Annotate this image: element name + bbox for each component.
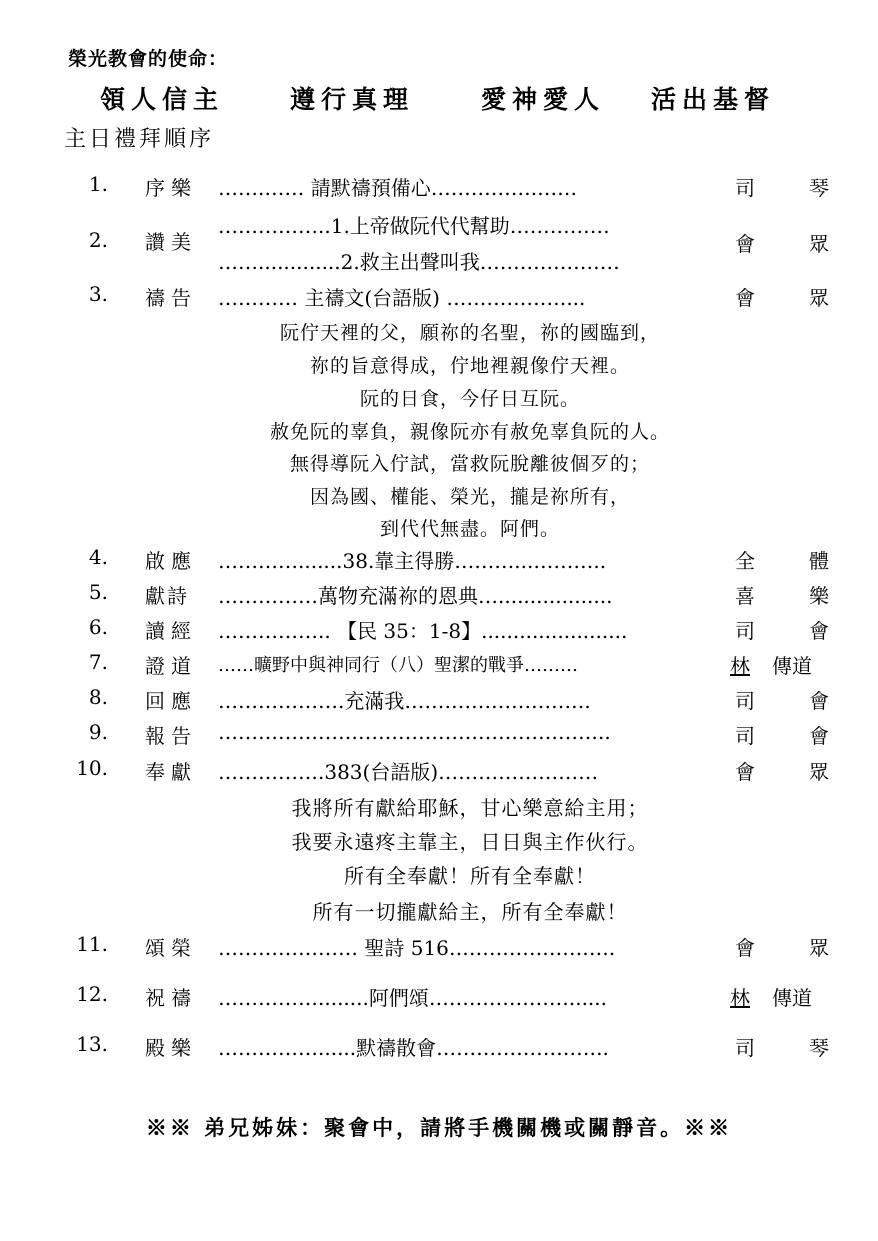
order-item-1 xyxy=(0,172,878,206)
item-name: 讚美 xyxy=(145,230,197,254)
item-name: 證道 xyxy=(145,654,197,678)
mission-item-1: 領人信主 xyxy=(100,85,225,114)
item-number: 3. xyxy=(88,282,108,306)
mission-label: 榮光教會的使命： xyxy=(68,48,229,70)
item-number: 1. xyxy=(88,172,108,196)
item-name: 禱告 xyxy=(145,286,197,310)
item-name: 報告 xyxy=(145,724,197,748)
item-number: 13. xyxy=(76,1032,108,1056)
item-number: 5. xyxy=(88,580,108,604)
order-item-8 xyxy=(0,685,878,719)
mission-item-3: 愛神愛人 xyxy=(481,85,606,114)
preacher-name: 林 xyxy=(730,654,750,678)
item-person: 全體 xyxy=(735,549,829,573)
order-item-9 xyxy=(0,720,878,754)
item-person: 喜樂 xyxy=(735,584,829,608)
phone-notice: ※※ 弟兄姊妹：聚會中，請將手機關機或關靜音。※※ xyxy=(145,1115,733,1140)
item-name: 頌榮 xyxy=(145,936,197,960)
item-number: 6. xyxy=(88,615,108,639)
item-name: 回應 xyxy=(145,689,197,713)
item-content: ………… 主禱文(台語版) ………………... xyxy=(218,286,586,310)
prayer-line: 阮佇天裡的父，願祢的名聖，祢的國臨到， xyxy=(279,322,660,344)
order-item-13 xyxy=(0,1032,878,1066)
item-name: 奉獻 xyxy=(145,760,197,784)
item-content: ………….......38.靠主得勝………...……….. xyxy=(218,549,607,573)
item-number: 12. xyxy=(76,982,108,1006)
item-person: 會眾 xyxy=(735,936,829,960)
item-content: …….…… 請默禱預備心…………….…… xyxy=(218,176,578,200)
prayer-line: 因為國、權能、榮光，攏是祢所有， xyxy=(309,486,630,508)
item-person: 司會 xyxy=(735,689,829,713)
item-number: 11. xyxy=(76,932,108,956)
prayer-line: 無得導阮入佇試，當救阮脫離彼個歹的； xyxy=(289,453,650,475)
item-content-line2: …….............2.救主出聲叫我………………… xyxy=(218,250,620,274)
item-name: 讀經 xyxy=(145,619,197,643)
order-item-6 xyxy=(0,615,878,649)
item-content: ……曠野中與神同行（八）聖潔的戰爭……… xyxy=(218,655,578,676)
item-number: 7. xyxy=(88,650,108,674)
hymn-line: 所有全奉獻！所有全奉獻！ xyxy=(344,864,596,888)
preacher-title: 傳道 xyxy=(772,986,812,1010)
item-number: 2. xyxy=(88,228,108,252)
order-item-2 xyxy=(0,210,878,274)
item-content: …………….. 【民 35：1-8】....................... xyxy=(218,619,628,643)
item-name: 祝禱 xyxy=(145,986,197,1010)
prayer-line: 阮的日食，今仔日互阮。 xyxy=(359,388,580,410)
preacher-name: 林 xyxy=(730,986,750,1010)
item-person: 司琴 xyxy=(735,1036,829,1060)
order-item-4 xyxy=(0,545,878,579)
item-name: 獻詩 xyxy=(145,584,189,608)
item-person: 會眾 xyxy=(735,760,829,784)
preacher-title: 傳道 xyxy=(772,654,812,678)
item-content: ……………萬物充滿祢的恩典….................. xyxy=(218,584,613,608)
prayer-line: 祢的旨意得成，佇地裡親像佇天裡。 xyxy=(309,355,630,377)
order-item-10 xyxy=(0,756,878,790)
item-content: ……………......默禱散會…………………….. xyxy=(218,1036,609,1060)
hymn-line: 所有一切攏獻給主，所有全奉獻！ xyxy=(312,900,628,924)
item-number: 8. xyxy=(88,685,108,709)
item-person: 會眾 xyxy=(735,232,829,256)
item-number: 4. xyxy=(88,545,108,569)
item-person: 司琴 xyxy=(735,176,829,200)
hymn-line: 我要永遠疼主靠主，日日與主作伙行。 xyxy=(291,830,649,854)
item-name: 啟應 xyxy=(145,549,197,573)
item-content: ……………........阿們頌…………………...... xyxy=(218,986,608,1010)
item-content: ………………………………………………….. xyxy=(218,720,611,744)
item-content: ……………..1.上帝做阮代代幫助…………… xyxy=(218,214,610,238)
order-item-11 xyxy=(0,932,878,966)
order-item-3 xyxy=(0,282,878,316)
item-number: 10. xyxy=(76,756,108,780)
hymn-line: 我將所有獻給耶穌，甘心樂意給主用； xyxy=(291,796,649,820)
order-item-7 xyxy=(0,650,878,684)
item-person: 會眾 xyxy=(735,286,829,310)
prayer-line: 到代代無盡。阿們。 xyxy=(379,518,560,540)
item-content: …………….383(台語版)…………………… xyxy=(218,760,599,784)
item-content: ……………….充滿我………………………. xyxy=(218,689,591,713)
prayer-line: 赦免阮的辜負，親像阮亦有赦免辜負阮的人。 xyxy=(269,421,670,443)
order-title: 主日禮拜順序 xyxy=(64,127,215,152)
item-number: 9. xyxy=(88,720,108,744)
item-name: 序樂 xyxy=(145,176,197,200)
item-content: ………………… 聖詩 516……………………. xyxy=(218,936,616,960)
order-item-5 xyxy=(0,580,878,614)
item-person: 司會 xyxy=(735,619,829,643)
item-name: 殿樂 xyxy=(145,1036,197,1060)
mission-item-4: 活出基督 xyxy=(651,85,776,114)
mission-item-2: 遵行真理 xyxy=(290,85,415,114)
order-item-12 xyxy=(0,982,878,1016)
item-person: 司會 xyxy=(735,724,829,748)
